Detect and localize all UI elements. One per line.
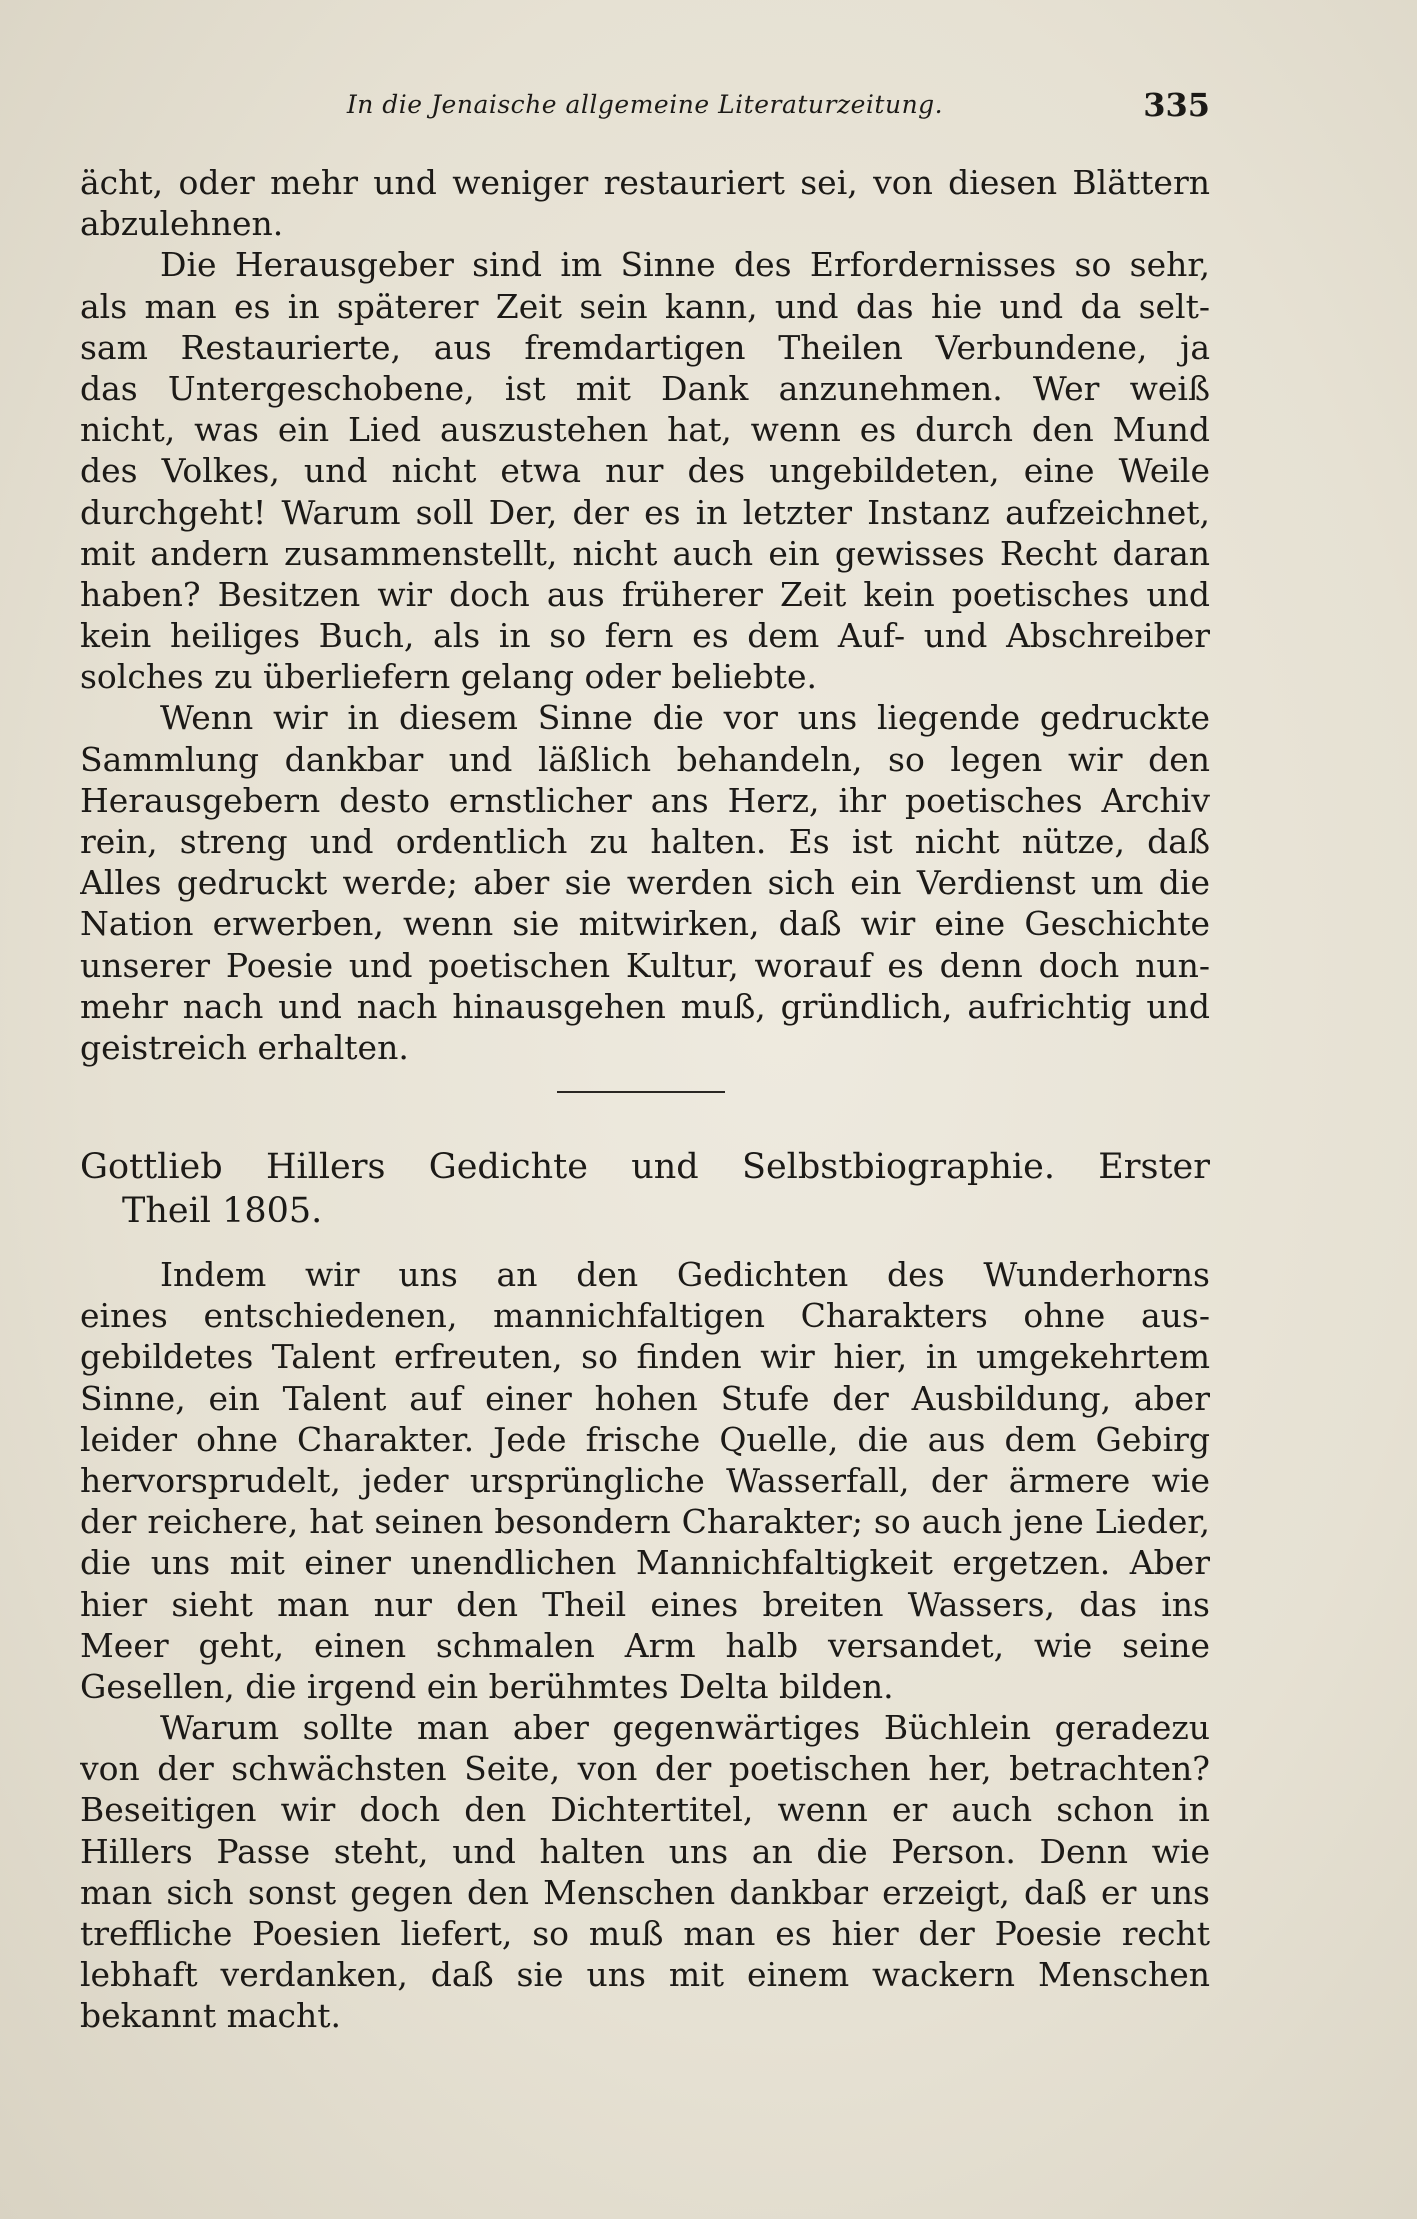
text-line: eines entschiedenen, mannichfaltigen Charakters ohne aus- xyxy=(80,1296,1210,1336)
text-line: rein, streng und ordentlich zu halten. Es ist nicht nütze, daß xyxy=(80,822,1210,861)
text-line: leider ohne Charakter. Jede frische Quelle, die aus dem Gebirg xyxy=(80,1419,1210,1459)
text-line: nicht, was ein Lied auszustehen hat, wenn es durch den Mund xyxy=(80,410,1210,450)
text-line: des Volkes, und nicht etwa nur des ungebildeten, eine Weile xyxy=(80,451,1210,491)
text-line: kein heiliges Buch, als in so fern es dem Auf- und Abschreiber xyxy=(80,616,1210,656)
text-line: als man es in späterer Zeit sein kann, und das hie und da selt- xyxy=(80,286,1210,326)
text-line: mit andern zusammenstellt, nicht auch ein gewisses Recht daran xyxy=(80,533,1210,573)
review-heading-line: Theil 1805. xyxy=(122,1191,323,1231)
text-line: Die Herausgeber sind im Sinne des Erfordernisses so sehr, xyxy=(160,245,1210,285)
text-line: unserer Poesie und poetischen Kultur, worauf es denn doch nun- xyxy=(80,945,1210,985)
text-line: haben? Besitzen wir doch aus früherer Zeit kein poetisches und xyxy=(80,574,1210,614)
section-1-text xyxy=(80,162,1210,1068)
text-line: geistreich erhalten. xyxy=(80,1027,409,1067)
section-divider xyxy=(557,1091,725,1093)
text-line: lebhaft verdanken, daß sie uns mit einem wackern Menschen xyxy=(80,1955,1210,1995)
text-line: Wenn wir in diesem Sinne die vor uns liegende gedruckte xyxy=(160,698,1210,738)
text-line: hier sieht man nur den Theil eines breiten Wassers, das ins xyxy=(80,1584,1210,1624)
text-line: der reichere, hat seinen besondern Charakter; so auch jene Lieder, xyxy=(80,1502,1210,1542)
text-line: Alles gedruckt werde; aber sie werden sich ein Verdienst um die xyxy=(80,863,1210,903)
text-line: Herausgebern desto ernstlicher ans Herz, ihr poetisches Archiv xyxy=(80,780,1210,820)
text-line: Warum sollte man aber gegenwärtiges Büchlein geradezu xyxy=(160,1708,1210,1748)
text-line: hervorsprudelt, jeder ursprüngliche Wasserfall, der ärmere wie xyxy=(80,1460,1210,1500)
running-title: In die Jenaische allgemeine Literaturzeitung. xyxy=(346,90,944,119)
text-line: treffliche Poesien liefert, so muß man es hier der Poesie recht xyxy=(80,1914,1210,1953)
text-line: solches zu überliefern gelang oder beliebte. xyxy=(80,657,817,697)
text-line: sam Restaurierte, aus fremdartigen Theilen Verbundene, ja xyxy=(80,327,1210,367)
text-line: mehr nach und nach hinausgehen muß, gründlich, aufrichtig und xyxy=(80,986,1210,1026)
text-line: man sich sonst gegen den Menschen dankbar erzeigt, daß er uns xyxy=(80,1872,1210,1912)
text-line: Sammlung dankbar und läßlich behandeln, so legen wir den xyxy=(80,739,1210,779)
page-number: 335 xyxy=(1143,86,1210,124)
running-head xyxy=(80,86,1210,130)
text-line: Indem wir uns an den Gedichten des Wunderhorns xyxy=(160,1255,1210,1294)
text-line: Hillers Passe steht, und halten uns an die Person. Denn wie xyxy=(80,1831,1210,1871)
text-line: Gesellen, die irgend ein berühmtes Delta bilden. xyxy=(80,1666,894,1706)
text-line: ächt, oder mehr und weniger restauriert sei, von diesen Blättern xyxy=(80,163,1210,202)
text-line: abzulehnen. xyxy=(80,204,284,244)
text-line: Beseitigen wir doch den Dichtertitel, wenn er auch schon in xyxy=(80,1790,1210,1830)
text-line: von der schwächsten Seite, von der poetischen her, betrachten? xyxy=(80,1749,1210,1789)
text-line: die uns mit einer unendlichen Mannichfaltigkeit ergetzen. Aber xyxy=(80,1543,1210,1583)
text-line: Meer geht, einen schmalen Arm halb versandet, wie seine xyxy=(80,1625,1210,1665)
section-2-heading xyxy=(80,1145,1210,1233)
text-line: gebildetes Talent erfreuten, so finden wir hier, in umgekehrtem xyxy=(80,1337,1210,1377)
text-line: das Untergeschobene, ist mit Dank anzunehmen. Wer weiß xyxy=(80,368,1210,408)
review-heading-line: Gottlieb Hillers Gedichte und Selbstbiographie. Erster xyxy=(80,1147,1210,1187)
text-line: Nation erwerben, wenn sie mitwirken, daß wir eine Geschichte xyxy=(80,904,1210,944)
text-line: Sinne, ein Talent auf einer hohen Stufe der Ausbildung, aber xyxy=(80,1378,1210,1418)
text-line: durchgeht! Warum soll Der, der es in letzter Instanz aufzeichnet, xyxy=(80,492,1210,532)
text-line: bekannt macht. xyxy=(80,1996,342,2036)
section-2-text xyxy=(80,1254,1210,2037)
